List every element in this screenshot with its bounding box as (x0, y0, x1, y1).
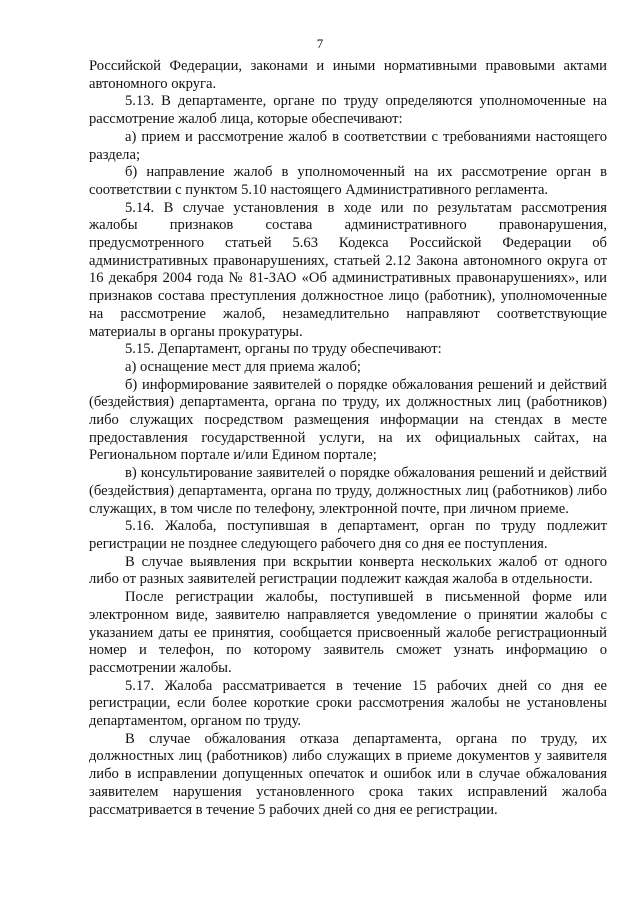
paragraph-5-15: 5.15. Департамент, органы по труду обеспечивают: (125, 341, 442, 358)
paragraph-5-16-multiple: В случае выявления при вскрытии конверта нескольких жалоб от одного либо от разных заявителей регистрации подлежит каждая жалоба в отдельности. (89, 553, 607, 588)
paragraph-5-17-refusal: В случае обжалования отказа департамента, органа по труду, их должностных лиц (работников) либо служащих в приеме документов у заявителя либо в исправлении допущенных опечаток и ошибок или в случае обжалования заявителем нарушения установленного срока таких исправлений жалоба рассматривается в течение 5 рабочих дней со дня ее регистрации. (89, 730, 607, 818)
paragraph-5-17: 5.17. Жалоба рассматривается в течение 15 рабочих дней со дня ее регистрации, если более короткие сроки рассмотрения жалобы не установлены департаментом, органом по труду. (89, 677, 607, 730)
paragraph-continuation: Российской Федерации, законами и иными нормативными правовыми актами автономного округа. (89, 58, 607, 92)
list-item-5-15-b: б) информирование заявителей о порядке обжалования решений и действий (бездействия) департамента, органа по труду, их должностных лиц (работников) либо служащих посредством размещения информации на стендах в месте предоставления государственной услуги, на их официальных сайтах, на Региональном портале и/или Едином портале; (89, 376, 607, 464)
list-item-5-13-b: б) направление жалоб в уполномоченный на их рассмотрение орган в соответствии с пунктом 5.10 настоящего Административного регламента. (89, 164, 607, 198)
list-item-5-15-v: в) консультирование заявителей о порядке обжалования решений и действий (бездействия) департамента, органа по труду, должностных лиц (работников) либо служащих, в том числе по телефону, электронной почте, при личном приеме. (89, 465, 607, 517)
paragraph-5-14: 5.14. В случае установления в ходе или по результатам рассмотрения жалобы признаков состава административного правонарушения, предусмотренного статьей 5.63 Кодекса Российской Федерации об административных правонарушениях, статьей 2.12 Закона автономного округа от 16 декабря 2004 года № 81-ЗАО «Об административных правонарушениях», или признаков состава преступления должностное лицо (работник), уполномоченные на рассмотрение жалоб, незамедлительно направляют соответствующие материалы в органы прокуратуры. (89, 199, 607, 340)
paragraph-5-16: 5.16. Жалоба, поступившая в департамент, орган по труду подлежит регистрации не позднее следующего рабочего дня со дня ее поступления. (89, 518, 607, 552)
page-number: 7 (316, 36, 324, 51)
paragraph-5-16-notice: После регистрации жалобы, поступившей в письменной форме или электронном виде, заявителю направляется уведомление о принятии жалобы с указанием даты ее принятия, сообщается присвоенный жалобе регистрационный номер и телефон, по которому заявитель сможет узнать информацию о рассмотрении жалобы. (89, 589, 607, 676)
list-item-5-13-a: а) прием и рассмотрение жалоб в соответствии с требованиями настоящего раздела; (89, 128, 607, 163)
list-item-5-15-a: а) оснащение мест для приема жалоб; (125, 358, 361, 375)
document-body (89, 58, 607, 819)
paragraph-5-13: 5.13. В департаменте, органе по труду определяются уполномоченные на рассмотрение жалоб лица, которые обеспечивают: (89, 93, 607, 128)
